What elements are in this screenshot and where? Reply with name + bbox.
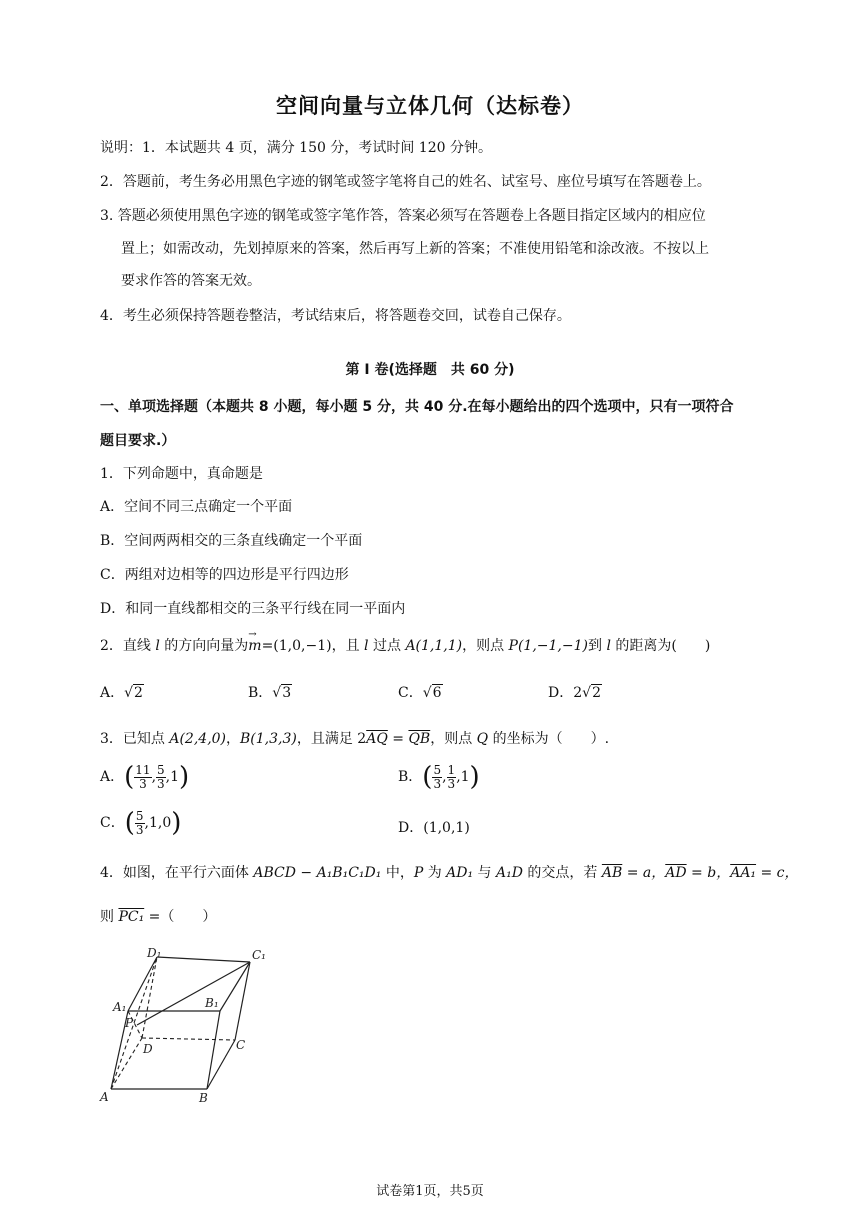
q2-stem: 2．直线 l 的方向向量为 → m=(1,0,−1)，且 l 过点 A(1,1,1)，则点 P(1,−1,−1)到 l 的距离为( ) bbox=[100, 629, 711, 654]
label-a: A bbox=[100, 1090, 109, 1104]
q2-point-p: P(1,−1,−1) bbox=[508, 638, 588, 654]
q3-vector-qb: $\overline{QB}$ bbox=[408, 731, 431, 747]
section-header: 一、单项选择题（本题共 8 小题，每小题 5 分，共 40 分.在每小题给出的四个选项中，只有一项符合 bbox=[100, 399, 734, 415]
parallelepiped-figure bbox=[95, 945, 285, 1105]
q2-vector-m: → m bbox=[248, 629, 262, 654]
label-a1: A₁ bbox=[113, 1000, 127, 1014]
q2-point-a: A(1,1,1) bbox=[405, 638, 463, 654]
part-title: 第 I 卷(选择题 共 60 分) bbox=[345, 362, 515, 378]
q3-vector-aq: $\overline{AQ}$ bbox=[366, 731, 388, 747]
label-c1: C₁ bbox=[252, 948, 266, 962]
page-title: 空间向量与立体几何（达标卷） bbox=[276, 94, 584, 118]
label-d: D bbox=[143, 1042, 153, 1056]
q1-option-b: B．空间两两相交的三条直线确定一个平面 bbox=[100, 533, 363, 549]
q4-stem: 4．如图，在平行六面体 ABCD − A₁B₁C₁D₁ 中，P 为 AD₁ 与 A₁D 的交点，若 $\overline{AB} = a$，$\overline{AD} = b$，AA₁ = c， bbox=[100, 865, 799, 881]
q1-option-a: A．空间不同三点确定一个平面 bbox=[100, 499, 293, 515]
q2-option-d: D．2√2 bbox=[548, 685, 601, 701]
instruction-4: 4．考生必须保持答题卷整洁，考试结束后，将答题卷交回，试卷自己保存。 bbox=[100, 308, 571, 324]
q3-stem: 3．已知点 A(2,4,0)，B(1,3,3)，且满足 $2\overline{AQ} = \overline{QB}$，则点 Q 的坐标为（ ）. bbox=[100, 731, 610, 747]
q2-option-c: C．√6 bbox=[398, 685, 442, 701]
q1-option-c: C．两组对边相等的四边形是平行四边形 bbox=[100, 567, 349, 583]
instruction-3-cont: 置上；如需改动，先划掉原来的答案，然后再写上新的答案；不准使用铅笔和涂改液。不按以上 bbox=[121, 241, 709, 257]
instruction-3: 3. 答题必须使用黑色字迹的钢笔或签字笔作答，答案必须写在答题卷上各题目指定区域内的相应位 bbox=[100, 208, 706, 224]
q3-option-c: C．( $\frac{5}{3}$ ,1,0) bbox=[100, 808, 182, 838]
label-d1: D₁ bbox=[147, 946, 162, 960]
q2-option-b: B．√3 bbox=[248, 685, 292, 701]
q3-option-a: A．( $\frac{11}{3}$ , $\frac{5}{3}$ ,1) bbox=[100, 762, 190, 792]
q1-option-d: D．和同一直线都相交的三条平行线在同一平面内 bbox=[100, 601, 406, 617]
label-b1: B₁ bbox=[205, 996, 219, 1010]
q2-option-a: A．√2 bbox=[100, 685, 143, 701]
instruction-2: 2．答题前，考生务必用黑色字迹的钢笔或签字笔将自己的姓名、试室号、座位号填写在答题卷上。 bbox=[100, 174, 711, 190]
q1-stem: 1．下列命题中，真命题是 bbox=[100, 466, 263, 482]
label-p: P bbox=[125, 1016, 134, 1030]
label-b: B bbox=[199, 1091, 208, 1105]
section-header-cont: 题目要求.） bbox=[100, 433, 176, 449]
q4-vector-pc1: PC₁ bbox=[118, 909, 145, 925]
q2-line-l: l bbox=[155, 638, 160, 654]
q4-stem-cont: 则 PC₁ =（ ） bbox=[100, 909, 217, 925]
instruction-1: 说明：1．本试题共 4 页，满分 150 分，考试时间 120 分钟。 bbox=[100, 140, 492, 156]
q3-option-d: D．(1,0,1) bbox=[398, 820, 470, 836]
q3-option-b: B．( $\frac{5}{3}$ , $\frac{1}{3}$ ,1) bbox=[398, 762, 480, 792]
page-footer: 试卷第1页，共5页 bbox=[376, 1184, 484, 1199]
instruction-3-cont2: 要求作答的答案无效。 bbox=[121, 273, 261, 289]
label-c: C bbox=[236, 1038, 246, 1052]
